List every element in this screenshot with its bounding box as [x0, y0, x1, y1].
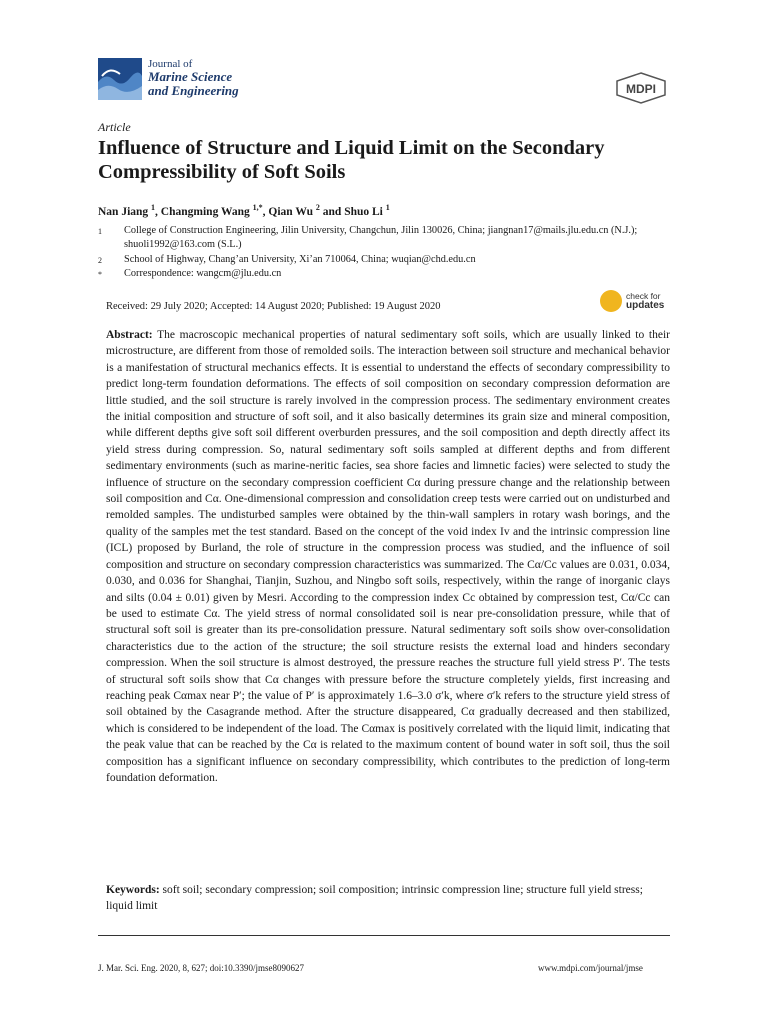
footer-citation: J. Mar. Sci. Eng. 2020, 8, 627; doi:10.3390/jmse8090627	[98, 963, 304, 973]
abstract-label: Abstract:	[106, 329, 153, 341]
author-affil: 1	[151, 203, 156, 212]
journal-logo-icon	[98, 58, 142, 100]
journal-line-1: Journal of	[148, 58, 193, 70]
mdpi-logo-icon	[614, 72, 668, 104]
affiliation-text: School of Highway, Chang’an University, Xi’an 710064, China; wuqian@chd.edu.cn	[124, 254, 476, 265]
affiliation	[98, 224, 658, 252]
author-name: Qian Wu	[268, 205, 314, 218]
journal-name	[148, 58, 239, 98]
abstract	[106, 327, 670, 786]
check-updates-line-1: check for	[626, 291, 661, 301]
keywords-text: soft soil; secondary compression; soil composition; intrinsic compression line; structure full yield stress; liquid limit	[106, 884, 643, 913]
publication-dates: Received: 29 July 2020; Accepted: 14 August 2020; Published: 19 August 2020	[106, 301, 441, 312]
author-affil: 1	[385, 203, 390, 212]
affiliation-text: Correspondence: wangcm@jlu.edu.cn	[124, 268, 282, 279]
footer-url[interactable]: www.mdpi.com/journal/jmse	[538, 963, 643, 973]
journal-line-3: and Engineering	[148, 83, 239, 98]
keywords	[106, 882, 670, 915]
journal-line-2: Marine Science	[148, 69, 233, 84]
affiliation	[98, 267, 658, 282]
check-updates-line-2: updates	[626, 300, 665, 311]
affiliation-number: 2	[98, 256, 102, 265]
author-list: Nan Jiang $^1$, Changming Wang $^{1,*}$, Qian Wu $^2$ and Shuo Li $^1$	[98, 203, 390, 218]
check-updates-badge[interactable]	[600, 289, 674, 315]
keywords-label: Keywords:	[106, 884, 160, 896]
svg-text:MDPI: MDPI	[626, 82, 656, 96]
footer-divider	[98, 935, 670, 936]
affiliation	[98, 253, 658, 268]
affiliation-number: *	[98, 270, 102, 279]
author-name: Nan Jiang	[98, 205, 149, 218]
affiliation-text: College of Construction Engineering, Jilin University, Changchun, Jilin 130026, China; jiangnan17@mails.jlu.edu.cn (N.J.); shuoli1992@163.com (S.L.)	[124, 225, 638, 250]
author-affil: 1,*	[252, 203, 263, 212]
abstract-text: The macroscopic mechanical properties of natural sedimentary soft soils, which are usually linked to their microstructure, are different from those of remolded soils. The interaction between soil structure and mechanical behavior is a manifestation of structural mechanics effects. It is essential to understand the effects of secondary compressibility to predict long-term foundation deformations. The effects of soil composition on secondary compression deformation are little studied, and the soil structure is rarely involved in the compression process. The sedimentary environment creates the initial composition and structure of soft soil, and it also basically determines its grain size and mineral composition, while different depths give soft soil different overburden pressures, and the soil composition and depth directly affect its yield stress during compression. So, natural sedimentary soft soils sampled at different depths and from different sedimentary environments (such as marine-neritic facies, sea shore facies and limnetic facies) were selected to study the influence of structure on the secondary compression coefficient Cα during pressure change and the relationship between soil composition and Cα. One-dimensional compression and consolidation creep tests were carried out on undisturbed and remolded samples. The undisturbed samples were obtained by the thin-wall samplers in rotary wash borings, and the quality of the samples met the test standard. Based on the concept of the void index Iv and the intrinsic compression line (ICL) proposed by Burland, the role of structure in the compression process was studied, and the influence of soil composition and structure on secondary compression characteristics was summarized. The Cα/Cc values are 0.031, 0.034, 0.030, and 0.036 for Shanghai, Tianjin, Suzhou, and Ningbo soft soils, respectively, within the range of inorganic clays and silts (0.04 ± 0.01) given by Mesri. According to the compression index Cc obtained by compression test, Cα/Cc can be used to estimate Cα. The yield stress of normal consolidated soil is near pre-consolidation pressure, while that of structural soft soil is greater than its pre-consolidation pressure. Natural sedimentary soft soils show over-consolidation characteristics due to the action of the structure; the soil structure resists the external load and hinders secondary compression. When the soil structure is almost destroyed, the pressure reaches the structure full yield stress P′. The tests of structural soft soils show that Cα changes with pressure before the structure completely yields, first increasing and reaching peak Cαmax near P′; the value of P′ is approximately 1.6–3.0 σ′k, where σ′k refers to the structure yield stress of soil obtained by the Casagrande method. After the structure disappeared, Cα gradually decreased and then stabilized, which is considered to be independent of the load. The Cαmax is positively correlated with the liquid limit, indicating that the peak value that can be reached by the Cα is related to the maximum content of bound water in soft soil, thus the soil composition has a significant influence on secondary compressibility, which contributes to the prediction of long-term foundation deformation.	[106, 329, 671, 784]
affiliation-number: 1	[98, 227, 102, 236]
check-updates-icon	[600, 290, 622, 312]
author-name: Shuo Li	[344, 205, 383, 218]
article-type: Article	[98, 120, 131, 134]
author-name: Changming Wang	[160, 205, 250, 218]
paper-title: Influence of Structure and Liquid Limit on the Secondary Compressibility of Soft Soils	[98, 137, 605, 183]
author-affil: 2	[315, 203, 320, 212]
